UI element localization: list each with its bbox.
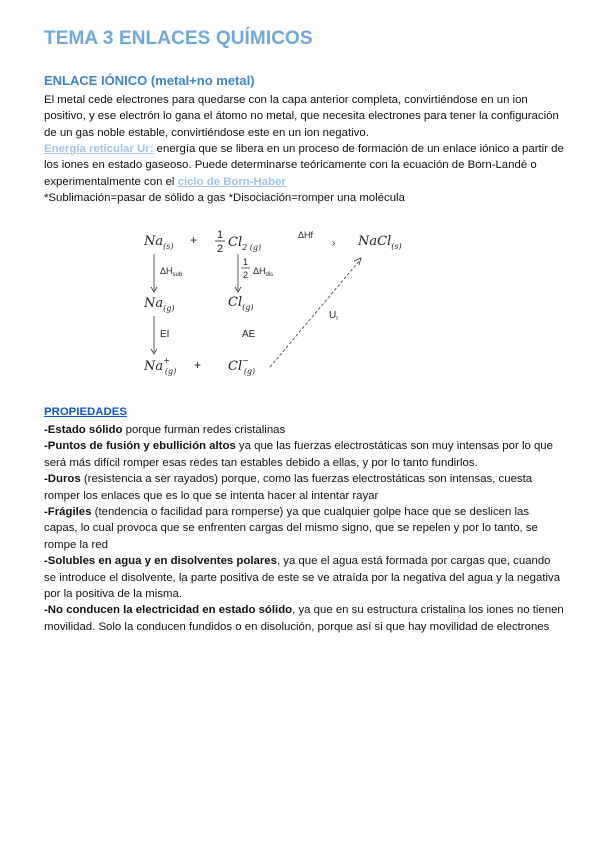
born-haber-link[interactable]: ciclo de Born-Haber <box>177 175 286 188</box>
property-item: -Puntos de fusión y ebullición altos ya que las fuerzas electrostáticas son muy intensas por lo que será más difícil romper esas redes tan estables debido a ellas, y por lo tanto fundirlos. <box>44 440 553 469</box>
dissociation-half-numerator: 1 <box>243 257 249 267</box>
lattice-energy-link[interactable]: Energía reticular Ur: <box>44 143 154 155</box>
lattice-energy-arrow-head <box>354 258 361 265</box>
ionization-energy-label: EI <box>160 329 170 340</box>
na-gas: $Na_{(g)}$ <box>144 296 175 313</box>
dissociation-half-denominator: 2 <box>243 270 249 280</box>
cl-gas: $Cl_{(g)}$ <box>228 295 254 312</box>
definitions-note: *Sublimación=pasar de sólido a gas *Disociación=romper una molécula <box>44 192 405 204</box>
na-ion: Na+ (g) <box>144 356 177 376</box>
properties-list <box>44 422 564 635</box>
property-item: -Solubles en agua y en disolventes polares, ya que el agua está formada por cargas que, cuando se introduce el disolvente, la parte positiva de este se ve atraída por la negativa del agua y la negativa por la positiva de la misma. <box>44 555 561 601</box>
lattice-energy-paragraph <box>44 141 564 190</box>
section-heading-ionic: ENLACE IÓNICO (metal+no metal) <box>44 73 255 88</box>
electron-affinity-label: AE <box>242 329 256 340</box>
half-denominator: 2 <box>217 243 224 255</box>
reaction-arrow-head: › <box>332 238 336 249</box>
plus-sign-2: + <box>194 358 202 372</box>
plus-sign-1: + <box>190 233 198 247</box>
na-solid: $Na_{(s)}$ <box>144 234 174 251</box>
born-haber-diagram <box>130 224 430 384</box>
property-item: -Estado sólido porque furman redes cristalinas <box>44 424 286 436</box>
cl-ion: Cl− (g) <box>228 356 256 376</box>
ur-label: $U_r$ <box>329 310 339 322</box>
delta-hf-label: ΔHf <box>298 230 314 240</box>
lattice-energy-arrow <box>270 260 360 367</box>
half-numerator: 1 <box>217 229 224 241</box>
ionic-paragraph: El metal cede electrones para quedarse con la capa anterior completa, convirtiéndose en un ion positivo, y ese electrón lo gana el átomo no metal, que necesita electrones para tener la configuración de un gas noble estable, convirtiéndose este en un ion negativo. <box>44 94 559 139</box>
property-item: -No conducen la electricidad en estado sólido, ya que en su estructura cristalina los iones no tienen movilidad. Solo la conducen fundidos o en disolución, porque así si que hay movilidad de electrones <box>44 604 564 633</box>
delta-h-dis-label: $\Delta H_{dis}$ <box>253 266 274 278</box>
properties-heading: PROPIEDADES <box>44 406 127 418</box>
delta-h-sub-label: $\Delta H_{sub}$ <box>160 266 183 278</box>
page-title: TEMA 3 ENLACES QUÍMICOS <box>44 28 313 49</box>
nacl-solid: NaCl$_{(s)}$ <box>358 234 402 251</box>
property-item: -Frágiles (tendencia o facilidad para romperse) ya que cualquier golpe hace que se deslicen las capas, lo cual provoca que se enfrenten cargas del mismo signo, que se repelen y por lo tanto, se rompe la red <box>44 506 538 551</box>
lattice-energy-text: energía que se libera en un proceso de formación de un enlace iónico a partir de los iones en estado gaseoso. Puede determinarse teóricamente con la ecuación de Born-Landé o experimentalmente con el <box>44 143 564 188</box>
cl2-gas: $Cl_{2 (g)}$ <box>228 235 262 252</box>
property-item: -Duros (resistencia a ser rayados) porque, como las fuerzas electrostáticas son intensas, cuesta romper los enlaces que es lo que se intenta hacer al intentar rayar <box>44 473 533 502</box>
